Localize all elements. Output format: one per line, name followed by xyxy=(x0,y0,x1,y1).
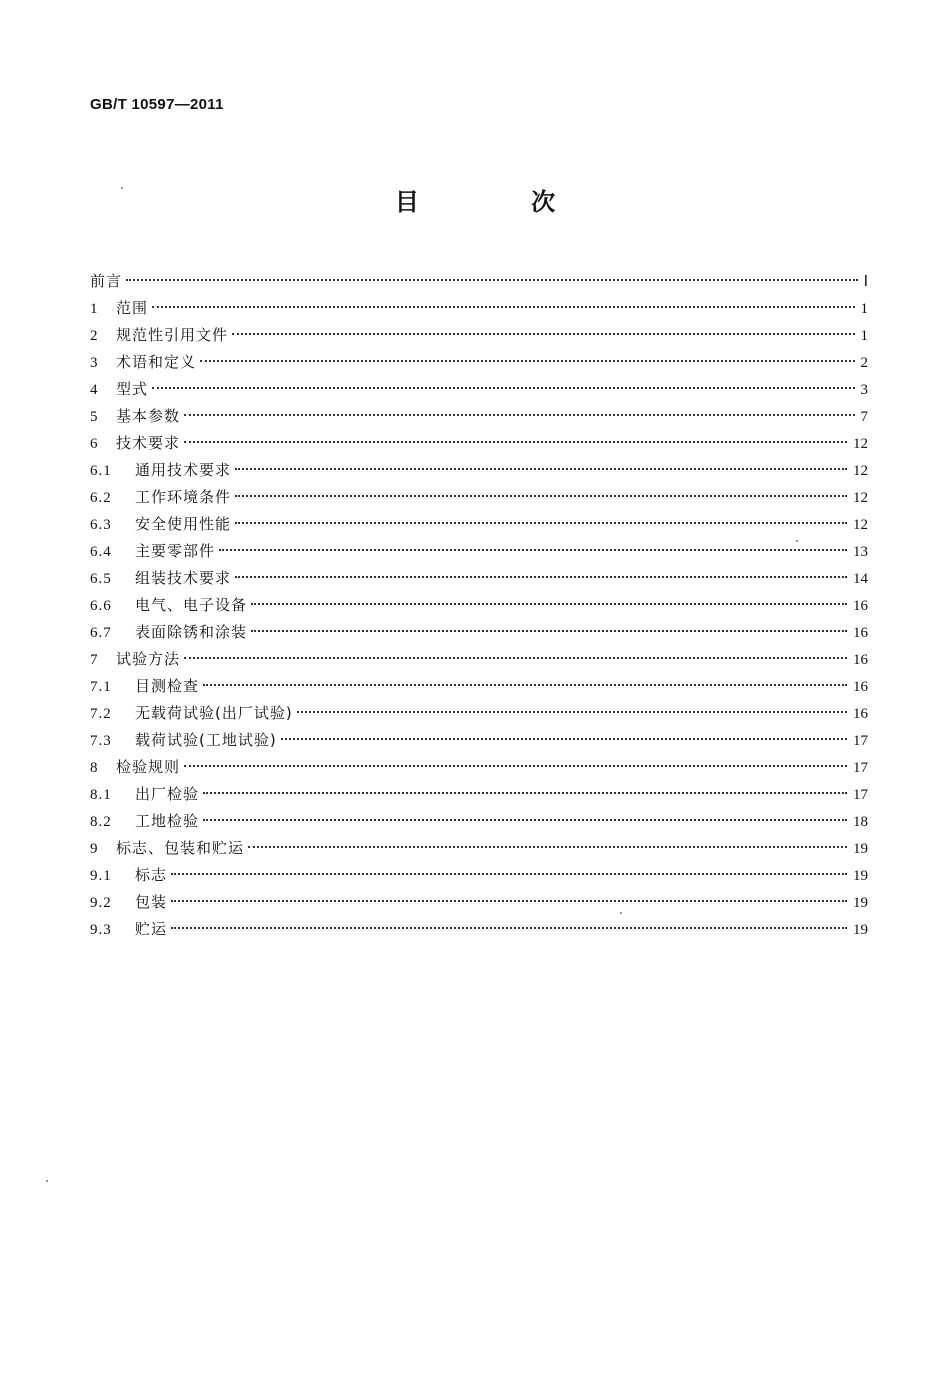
toc-entry-page: 12 xyxy=(853,463,868,479)
toc-entry-number: 9 xyxy=(90,841,99,857)
toc-dot-leader xyxy=(126,279,858,281)
toc-entry[interactable] xyxy=(90,646,868,673)
toc-entry[interactable] xyxy=(90,565,868,592)
toc-entry-number: 8.1 xyxy=(90,787,112,803)
toc-entry[interactable] xyxy=(90,835,868,862)
toc-entry-number: 8.2 xyxy=(90,814,112,830)
toc-dot-leader xyxy=(184,657,847,659)
toc-entry-number: 5 xyxy=(90,409,99,425)
toc-entry-page: 17 xyxy=(853,787,868,803)
toc-entry[interactable] xyxy=(90,430,868,457)
toc-dot-leader xyxy=(219,549,847,551)
toc-entry-number: 3 xyxy=(90,355,99,371)
toc-entry-page: 7 xyxy=(860,409,868,425)
toc-entry-number: 8 xyxy=(90,760,99,776)
toc-dot-leader xyxy=(184,414,854,416)
toc-entry-number: 9.3 xyxy=(90,922,112,938)
toc-entry-label: 目测检查 xyxy=(135,677,200,695)
toc-entry-number: 9.1 xyxy=(90,868,112,884)
toc-entry-page: 17 xyxy=(853,733,868,749)
toc-dot-leader xyxy=(171,927,847,929)
toc-dot-leader xyxy=(184,441,847,443)
toc-entry-page: 16 xyxy=(853,625,868,641)
toc-entry[interactable] xyxy=(90,673,868,700)
toc-entry[interactable] xyxy=(90,376,868,403)
toc-entry[interactable] xyxy=(90,916,868,943)
toc-entry-label: 无载荷试验(出厂试验) xyxy=(135,704,293,722)
toc-entry-number: 7.2 xyxy=(90,706,112,722)
toc-entry-page: 19 xyxy=(853,841,868,857)
toc-entry-number: 7.1 xyxy=(90,679,112,695)
toc-entry-page: 12 xyxy=(853,436,868,452)
toc-entry-label: 载荷试验(工地试验) xyxy=(135,731,277,749)
toc-entry-label: 标志、包装和贮运 xyxy=(116,839,245,857)
toc-dot-leader xyxy=(171,873,847,875)
toc-dot-leader xyxy=(184,765,847,767)
toc-entry[interactable] xyxy=(90,295,868,322)
scan-speck xyxy=(121,187,123,189)
toc-dot-leader xyxy=(251,603,847,605)
toc-entry-label: 包装 xyxy=(135,893,168,911)
toc-dot-leader xyxy=(203,819,847,821)
toc-entry[interactable] xyxy=(90,889,868,916)
toc-entry-number: 6.6 xyxy=(90,598,112,614)
toc-dot-leader xyxy=(152,387,854,389)
toc-entry[interactable] xyxy=(90,808,868,835)
toc-dot-leader xyxy=(251,630,847,632)
toc-entry-page: 19 xyxy=(853,922,868,938)
toc-entry-label: 检验规则 xyxy=(116,758,181,776)
toc-entry-page: 16 xyxy=(853,598,868,614)
toc-entry-page: 13 xyxy=(853,544,868,560)
toc-entry[interactable] xyxy=(90,268,868,295)
toc-entry-page: 16 xyxy=(853,706,868,722)
toc-entry-number: 7.3 xyxy=(90,733,112,749)
toc-entry-label: 型式 xyxy=(116,380,149,398)
toc-entry[interactable] xyxy=(90,484,868,511)
toc-entry-label: 通用技术要求 xyxy=(135,461,232,479)
toc-entry-page: 12 xyxy=(853,517,868,533)
document-code: GB/T 10597—2011 xyxy=(90,96,224,113)
toc-entry-label: 前言 xyxy=(90,272,123,290)
toc-entry-number: 6.4 xyxy=(90,544,112,560)
toc-dot-leader xyxy=(200,360,854,362)
toc-entry[interactable] xyxy=(90,862,868,889)
toc-entry-label: 表面除锈和涂装 xyxy=(135,623,248,641)
toc-entry[interactable] xyxy=(90,538,868,565)
table-of-contents xyxy=(90,268,868,943)
toc-entry-page: Ⅰ xyxy=(863,274,868,290)
toc-entry-page: 17 xyxy=(853,760,868,776)
toc-entry[interactable] xyxy=(90,781,868,808)
toc-entry-page: 19 xyxy=(853,868,868,884)
toc-entry-page: 16 xyxy=(853,652,868,668)
toc-entry-number: 1 xyxy=(90,301,99,317)
toc-entry-number: 6 xyxy=(90,436,99,452)
toc-entry-number: 7 xyxy=(90,652,99,668)
toc-entry-label: 工地检验 xyxy=(135,812,200,830)
toc-entry-label: 电气、电子设备 xyxy=(135,596,248,614)
toc-entry-page: 19 xyxy=(853,895,868,911)
toc-entry-label: 基本参数 xyxy=(116,407,181,425)
toc-entry-page: 1 xyxy=(860,328,868,344)
toc-dot-leader xyxy=(152,306,854,308)
toc-entry[interactable] xyxy=(90,700,868,727)
toc-entry-label: 范围 xyxy=(116,299,149,317)
toc-entry-label: 试验方法 xyxy=(116,650,181,668)
toc-entry-label: 出厂检验 xyxy=(135,785,200,803)
toc-dot-leader xyxy=(248,846,847,848)
toc-entry[interactable] xyxy=(90,754,868,781)
toc-entry-number: 6.3 xyxy=(90,517,112,533)
toc-entry-number: 2 xyxy=(90,328,99,344)
toc-entry-number: 6.7 xyxy=(90,625,112,641)
toc-dot-leader xyxy=(235,495,847,497)
toc-entry[interactable] xyxy=(90,349,868,376)
toc-entry[interactable] xyxy=(90,619,868,646)
toc-dot-leader xyxy=(171,900,847,902)
toc-entry-number: 6.5 xyxy=(90,571,112,587)
toc-entry-page: 1 xyxy=(860,301,868,317)
toc-entry[interactable] xyxy=(90,403,868,430)
toc-entry-page: 3 xyxy=(860,382,868,398)
toc-dot-leader xyxy=(203,792,847,794)
toc-entry[interactable] xyxy=(90,727,868,754)
toc-dot-leader xyxy=(235,468,847,470)
toc-entry-page: 12 xyxy=(853,490,868,506)
toc-entry-page: 16 xyxy=(853,679,868,695)
toc-dot-leader xyxy=(281,738,847,740)
toc-title: 目 次 xyxy=(394,188,608,216)
toc-entry-page: 2 xyxy=(860,355,868,371)
toc-entry-label: 规范性引用文件 xyxy=(116,326,229,344)
toc-entry-number: 4 xyxy=(90,382,99,398)
toc-entry-label: 工作环境条件 xyxy=(135,488,232,506)
scan-speck xyxy=(620,912,622,914)
toc-dot-leader xyxy=(235,522,847,524)
toc-dot-leader xyxy=(297,711,847,713)
toc-entry-label: 标志 xyxy=(135,866,168,884)
toc-entry-page: 18 xyxy=(853,814,868,830)
toc-dot-leader xyxy=(203,684,847,686)
toc-entry[interactable] xyxy=(90,592,868,619)
toc-dot-leader xyxy=(232,333,854,335)
toc-entry-number: 6.1 xyxy=(90,463,112,479)
toc-entry[interactable] xyxy=(90,457,868,484)
toc-entry-number: 6.2 xyxy=(90,490,112,506)
toc-entry[interactable] xyxy=(90,322,868,349)
toc-entry-page: 14 xyxy=(853,571,868,587)
toc-entry-number: 9.2 xyxy=(90,895,112,911)
scan-speck xyxy=(46,1180,48,1182)
toc-entry-label: 主要零部件 xyxy=(135,542,216,560)
toc-dot-leader xyxy=(235,576,847,578)
toc-entry-label: 安全使用性能 xyxy=(135,515,232,533)
toc-entry-label: 技术要求 xyxy=(116,434,181,452)
toc-entry-label: 贮运 xyxy=(135,920,168,938)
toc-entry[interactable] xyxy=(90,511,868,538)
scan-speck xyxy=(796,540,798,542)
toc-entry-label: 术语和定义 xyxy=(116,353,197,371)
toc-entry-label: 组装技术要求 xyxy=(135,569,232,587)
